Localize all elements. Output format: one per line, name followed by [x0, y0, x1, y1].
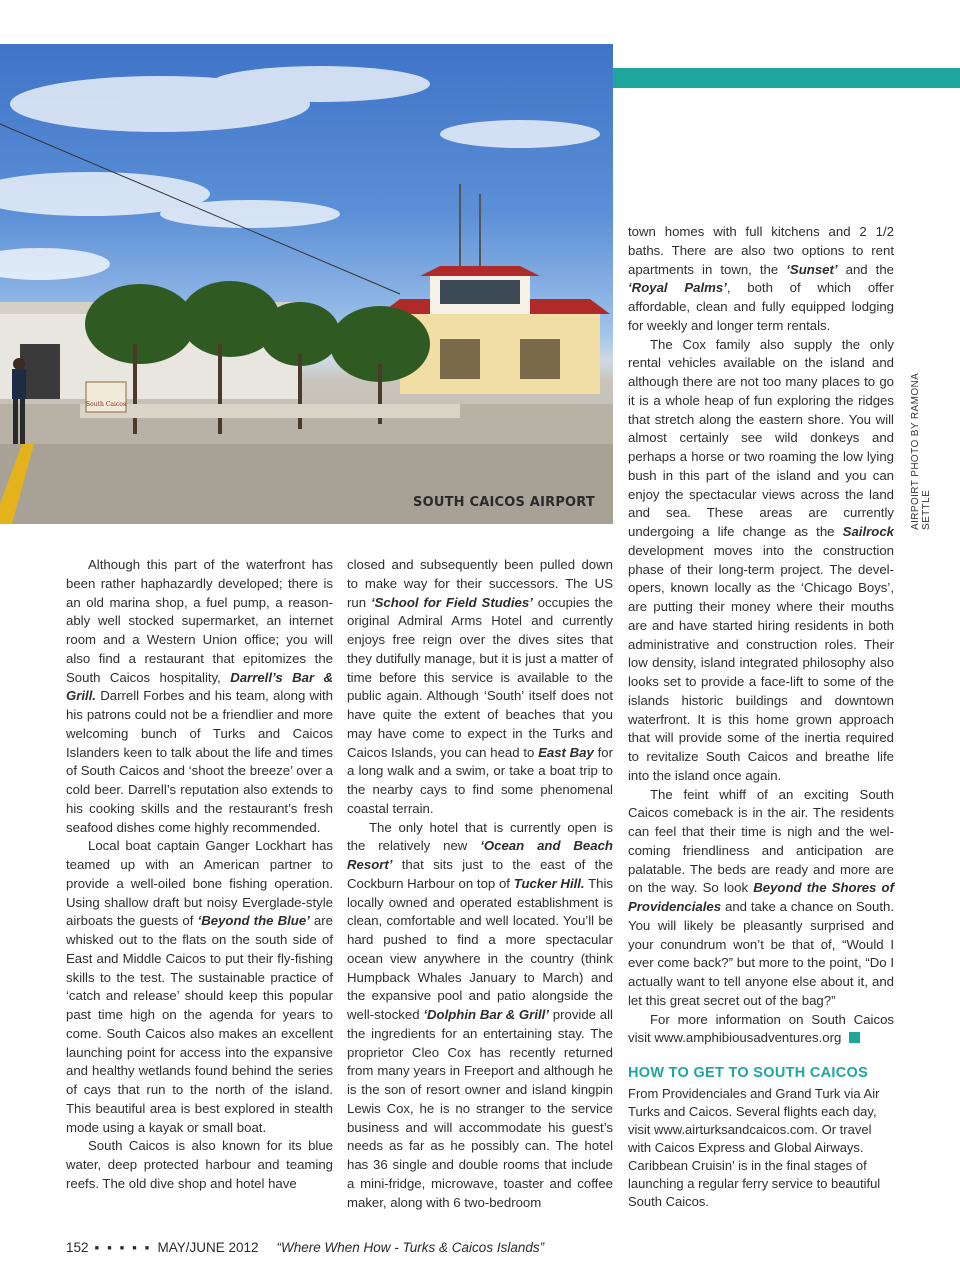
- text-run: that sits just to the east of the Cockburn Harbour on top of: [347, 857, 613, 891]
- text-run: For more information on South Caicos visit www.amphibiousadventures.org: [628, 1011, 894, 1046]
- publication-name: “Where When How - Turks & Caicos Islands”: [276, 1240, 545, 1255]
- text-run: occupies the original Admiral Arms Hotel and currently enjoys free reign over the dives sites that they dutifully manage, but it is just a matter of time before this service is available to the public again. Although ‘South’ itself does not have quite the extent of beaches that you may have come to expect in the Turks and Caicos Islands, you can head to: [347, 594, 613, 760]
- paragraph: [628, 223, 894, 336]
- text-run: Local boat captain Ganger Lockhart has teamed up with an American partner to provide a well-oiled bone fishing operation. Using shallow draft but noisy Everglade-style airboats the guests of: [66, 838, 333, 929]
- end-of-article-mark: [849, 1032, 860, 1043]
- paragraph: [628, 786, 894, 1011]
- text-run: Darrell Forbes and his team, along with his patrons could not be a friendlier and more welcoming bunch of Turks and Caicos Islanders keen to talk about the life and times of South Caicos and ‘shoot the breeze’ over a cold beer. Darrell’s reputation also extends to his cooking skills and the restaurant’s fresh seafood dishes come highly recommended.: [66, 688, 333, 835]
- text-run: South Caicos is also known for its blue water, deep protected harbour and teaming reefs. The old dive shop and hotel have: [66, 1138, 333, 1191]
- emphasized-name: ‘Royal Palms’: [628, 280, 727, 296]
- emphasized-name: ‘Sunset’: [786, 261, 838, 277]
- emphasized-name: Tucker Hill.: [513, 875, 585, 891]
- text-run: and take a chance on South. You will likely be pleasantly surprised and your conundrum won’t be that of, “Would I ever come back?” but more to the point, “Do I actually want to tell anyone else about it, and let this great secret out of the bag?”: [628, 899, 894, 1008]
- paragraph: [66, 837, 333, 1137]
- text-run: Although this part of the waterfront has been rather haphazardly developed; there is an old marina shop, a fuel pump, a reasonably well stocked supermarket, an internet room and a Western Union office; you will also find a restaurant that epitomizes the South Caicos hospitality,: [66, 557, 333, 685]
- paragraph: [628, 1011, 894, 1049]
- photo-credit: AIRPOIRT PHOTO BY RAMONA SETTLE: [910, 373, 932, 530]
- emphasized-name: East Bay: [538, 744, 594, 760]
- footer-dots: ▪ ▪ ▪ ▪ ▪: [94, 1240, 152, 1255]
- photo-caption: SOUTH CAICOS AIRPORT: [413, 495, 595, 510]
- text-run: provide all the ingredients for an entertaining stay. The proprietor Cleo Cox has recently returned from many years in Freeport and although he is the son of resort owner and island kingpin Lewis Cox, he is no stranger to the service business and will accommodate his guest’s needs as far as he possibly can. The hotel has 36 single and double rooms that include a mini-fridge, microwave, toaster and coffee maker, along with 6 two-bedroom: [347, 1007, 613, 1210]
- article-column-1: [66, 556, 333, 1194]
- paragraph: [66, 1137, 333, 1193]
- text-run: and the: [837, 261, 894, 277]
- article-column-3: [628, 223, 894, 1048]
- text-run: development moves into the construction phase of their long-term project. The developers, known locally as the ‘Chicago Boys’, are putting their money where their mouths are and have started hiring residents in both administrative and construction roles. Their low density, island integrated philosophy also looks set to provide a face-lift to some of the islands historic buildings and downtown waterfront. It is this home grown approach that will provide some of the inertia required to revitalize South Caicos and breathe life into the island once again.: [628, 542, 894, 783]
- emphasized-name: ‘Ocean and Beach Resort’: [347, 838, 613, 872]
- text-run: town homes with full kitchens and 2 1/2 baths. There are also two options to rent apartments in town, the: [628, 224, 894, 277]
- text-run: are whisked out to the flats on the south side of East and Middle Caicos to put their fly-fishing skills to the test. The sustainable practice of ‘catch and release’ should keep this popular past time high on the agenda for years to come. South Caicos also makes an excellent launching point for access into the expansive and healthy wetlands found behind the series of cays that run to the north of the island. This beautiful area is best explored in stealth mode using a kayak or small boat.: [66, 913, 333, 1135]
- sidebar-heading: HOW TO GET TO SOUTH CAICOS: [628, 1065, 869, 1081]
- text-run: for a long walk and a swim, or take a boat trip to the nearby cays to find some phenomenal coastal terrain.: [347, 744, 613, 816]
- airport-photo: [0, 44, 613, 524]
- emphasized-name: Darrell’s Bar & Grill.: [66, 669, 333, 704]
- emphasized-name: ‘Beyond the Blue’: [197, 913, 310, 929]
- emphasized-name: ‘School for Field Studies’: [370, 594, 533, 610]
- text-run: The only hotel that is currently open is the relatively new: [347, 819, 613, 854]
- text-run: The Cox family also supply the only rental vehicles available on the island and although there are not too many places to go it is a whole heap of fun exploring the ridges that stretch along the eastern shore. You will almost certainly see wild donkeys and perhaps a horse or two roaming the low lying bush in this part of the island and you can enjoy the spectacular views across the land and sea. These areas are currently undergoing a life change as the: [628, 336, 894, 539]
- airport-sign-text: South Caicos: [86, 401, 126, 408]
- issue-date: MAY/JUNE 2012: [157, 1240, 259, 1255]
- text-run: , both of which offer affordable, clean and fully equipped lodging for weekly and longer term rentals.: [628, 280, 894, 333]
- text-run: closed and subsequently been pulled down to make way for their successors. The US run: [347, 557, 613, 610]
- article-column-2: [347, 556, 613, 1212]
- paragraph: [628, 336, 894, 786]
- sidebar-body: From Providenciales and Grand Turk via Air Turks and Caicos. Several flights each day, visit www.airturksandcaicos.com. Or travel with Caicos Express and Global Airways. Caribbean Cruisin’ is in the final stages of launching a regular ferry service to beautiful South Caicos.: [628, 1086, 881, 1209]
- accent-bar: [613, 68, 960, 88]
- emphasized-name: Beyond the Shores of Providenciales: [628, 880, 894, 914]
- emphasized-name: ‘Dolphin Bar & Grill’: [423, 1007, 549, 1022]
- paragraph: [66, 556, 333, 837]
- text-run: This locally owned and operated establishment is clean, comfortable and well located. You’ll be hard pushed to find a more spectacular ocean view anywhere in the country (think Humpback Whales January to March) and the expansive pool and patio alongside the well-stocked: [347, 875, 613, 1022]
- emphasized-name: Sailrock: [842, 524, 894, 539]
- paragraph: [347, 556, 613, 819]
- page-number: 152: [66, 1240, 89, 1255]
- page-footer: [66, 1240, 544, 1255]
- paragraph: [347, 819, 613, 1213]
- text-run: The feint whiff of an exciting South Caicos comeback is in the air. The residents can feel that their time is nigh and the welcoming friendliness and anticipation are palatable. The beds are ready and more are on the way. So look: [628, 786, 894, 896]
- airport-photo-illustration: [0, 44, 613, 524]
